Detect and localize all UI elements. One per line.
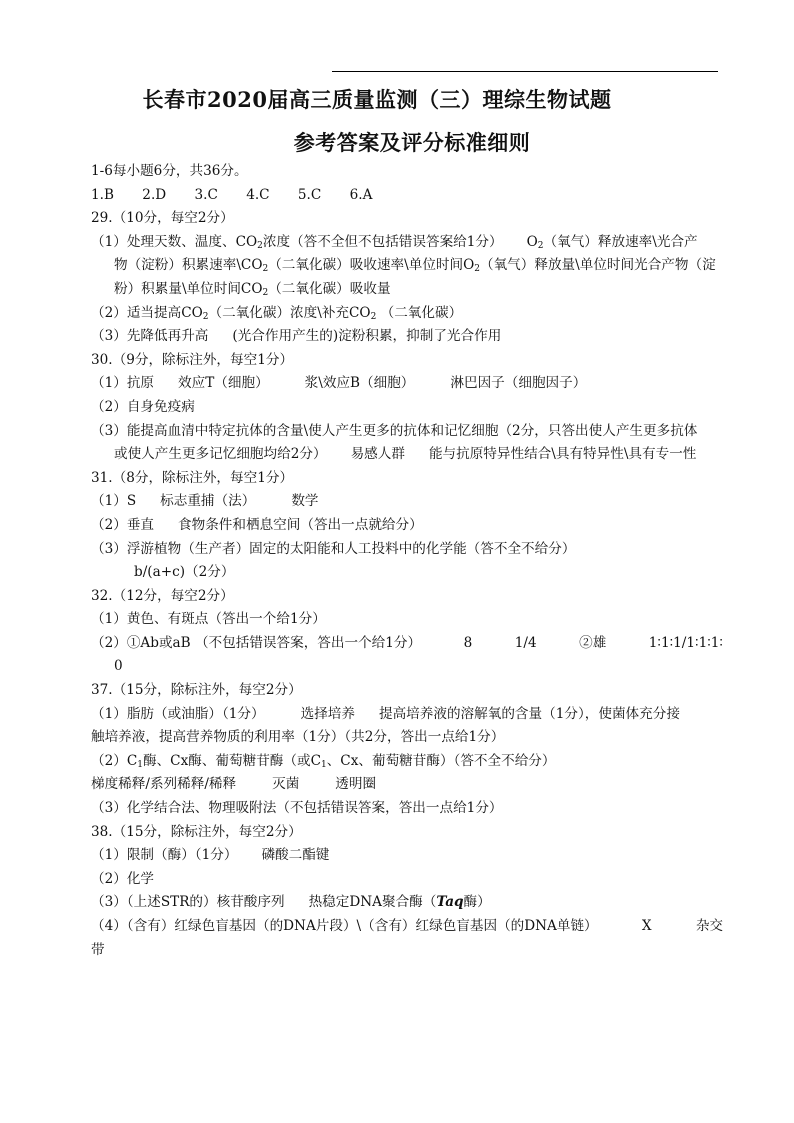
q38-line-4: （4）（含有）红绿色盲基因（的DNA片段）\（含有）红绿色盲基因（的DNA单链） X 杂交 bbox=[91, 918, 723, 934]
q31-line-2: （2）垂直 食物条件和栖息空间（答出一点就给分） bbox=[91, 516, 423, 533]
q29-line-5: （3）先降低再升高 (光合作用产生的)淀粉积累，抑制了光合作用 bbox=[91, 328, 502, 345]
q32-heading: 32.（12分，每空2分） bbox=[91, 587, 234, 604]
q29-line-1: （1）处理天数、温度、$CO_2$浓度（答不全但不包括错误答案给1分） $O_2$（氧气）释放速率\光合产 bbox=[91, 233, 698, 251]
q37-heading: 37.（15分，除标注外，每空2分） bbox=[91, 682, 302, 699]
header-rule bbox=[332, 71, 718, 72]
q37-line-4: 梯度稀释/系列稀释/稀释 灭菌 透明圈 bbox=[91, 776, 377, 793]
q29-line-3: 粉）积累量\单位时间$CO_2$（二氧化碳）吸收量 bbox=[114, 280, 391, 298]
page-subtitle: 参考答案及评分标准细则 bbox=[293, 130, 531, 155]
mc-answer-2: 2.D bbox=[142, 186, 167, 203]
mc-answer-3: 3.C bbox=[194, 186, 218, 203]
q38-heading: 38.（15分，除标注外，每空2分） bbox=[91, 823, 302, 840]
mc-answer-1: 1.B bbox=[91, 186, 114, 203]
q32-line-3: 0 bbox=[114, 658, 123, 675]
q30-line-3: （3）能提高血清中特定抗体的含量\使人产生更多的抗体和记忆细胞（2分，只答出使人产生更多抗体 bbox=[91, 422, 698, 439]
q37-line-1: （1）脂肪（或油脂）（1分） 选择培养 提高培养液的溶解氧的含量（1分），使菌体充分接 bbox=[91, 705, 680, 722]
answer-key-body bbox=[91, 160, 723, 962]
q38-line-1: （1）限制（酶）（1分） 磷酸二酯键 bbox=[91, 847, 330, 864]
q30-heading: 30.（9分，除标注外，每空1分） bbox=[91, 351, 294, 368]
q37-line-5: （3）化学结合法、物理吸附法（不包括错误答案，答出一点给1分） bbox=[91, 800, 503, 817]
q37-line-2: 触培养液，提高营养物质的利用率（1分）（共2分，答出一点给1分） bbox=[91, 729, 505, 746]
q38-line-3: （3）（上述STR的）核苷酸序列 热稳定DNA聚合酶（Taq酶） bbox=[91, 894, 491, 911]
q31-line-1: （1）S 标志重捕（法） 数学 bbox=[91, 493, 319, 510]
q29-line-4: （2）适当提高$CO_2$（二氧化碳）浓度\补充$CO_2$ （二氧化碳） bbox=[91, 304, 463, 322]
q29-heading: 29.（10分，每空2分） bbox=[91, 210, 234, 227]
q32-line-2: （2）①Ab或aB （不包括错误答案，答出一个给1分） 8 1/4 ②雄 1∶1∶1/1∶1∶1∶ bbox=[91, 634, 723, 651]
mc-answers bbox=[91, 184, 723, 208]
mc-answer-5: 5.C bbox=[297, 186, 322, 203]
q37-line-3: $(2)C_1$酶、Cx酶、葡萄糖苷酶（或$C_1$、Cx、葡萄糖苷酶）（答不全不给分） bbox=[91, 752, 556, 770]
mc-answer-6: 6.A bbox=[349, 186, 373, 203]
mc-answer-4: 4.C bbox=[246, 186, 270, 203]
q30-line-2: （2）自身免疫病 bbox=[91, 398, 195, 415]
q29-line-2: 物（淀粉）积累速率$\backslash CO_2$（二氧化碳）吸收速率\单位时间$O_2$（氧气）释放量\单位时间光合产物（淀 bbox=[114, 257, 716, 275]
q30-line-4: 或使人产生更多记忆细胞均给2分） 易感人群 能与抗原特异性结合\具有特异性\具有专一性 bbox=[114, 446, 697, 463]
q31-line-4: b/(a+c)（2分） bbox=[134, 564, 235, 581]
q30-line-1: （1）抗原 效应T（细胞） 浆\效应B（细胞） 淋巴因子（细胞因子） bbox=[91, 375, 587, 392]
q38-line-5: 带 bbox=[91, 941, 105, 958]
q31-heading: 31.（8分，除标注外，每空1分） bbox=[91, 469, 294, 486]
mc-intro: 1-6每小题6分，共36分。 bbox=[91, 163, 248, 179]
q38-line-2: （2）化学 bbox=[91, 870, 155, 887]
q31-line-3: （3）浮游植物（生产者）固定的太阳能和人工投料中的化学能（答不全不给分） bbox=[91, 540, 576, 557]
q32-line-1: （1）黄色、有斑点（答出一个给1分） bbox=[91, 611, 326, 628]
page-title: 长春市2020届高三质量监测（三）理综生物试题 bbox=[142, 87, 612, 112]
